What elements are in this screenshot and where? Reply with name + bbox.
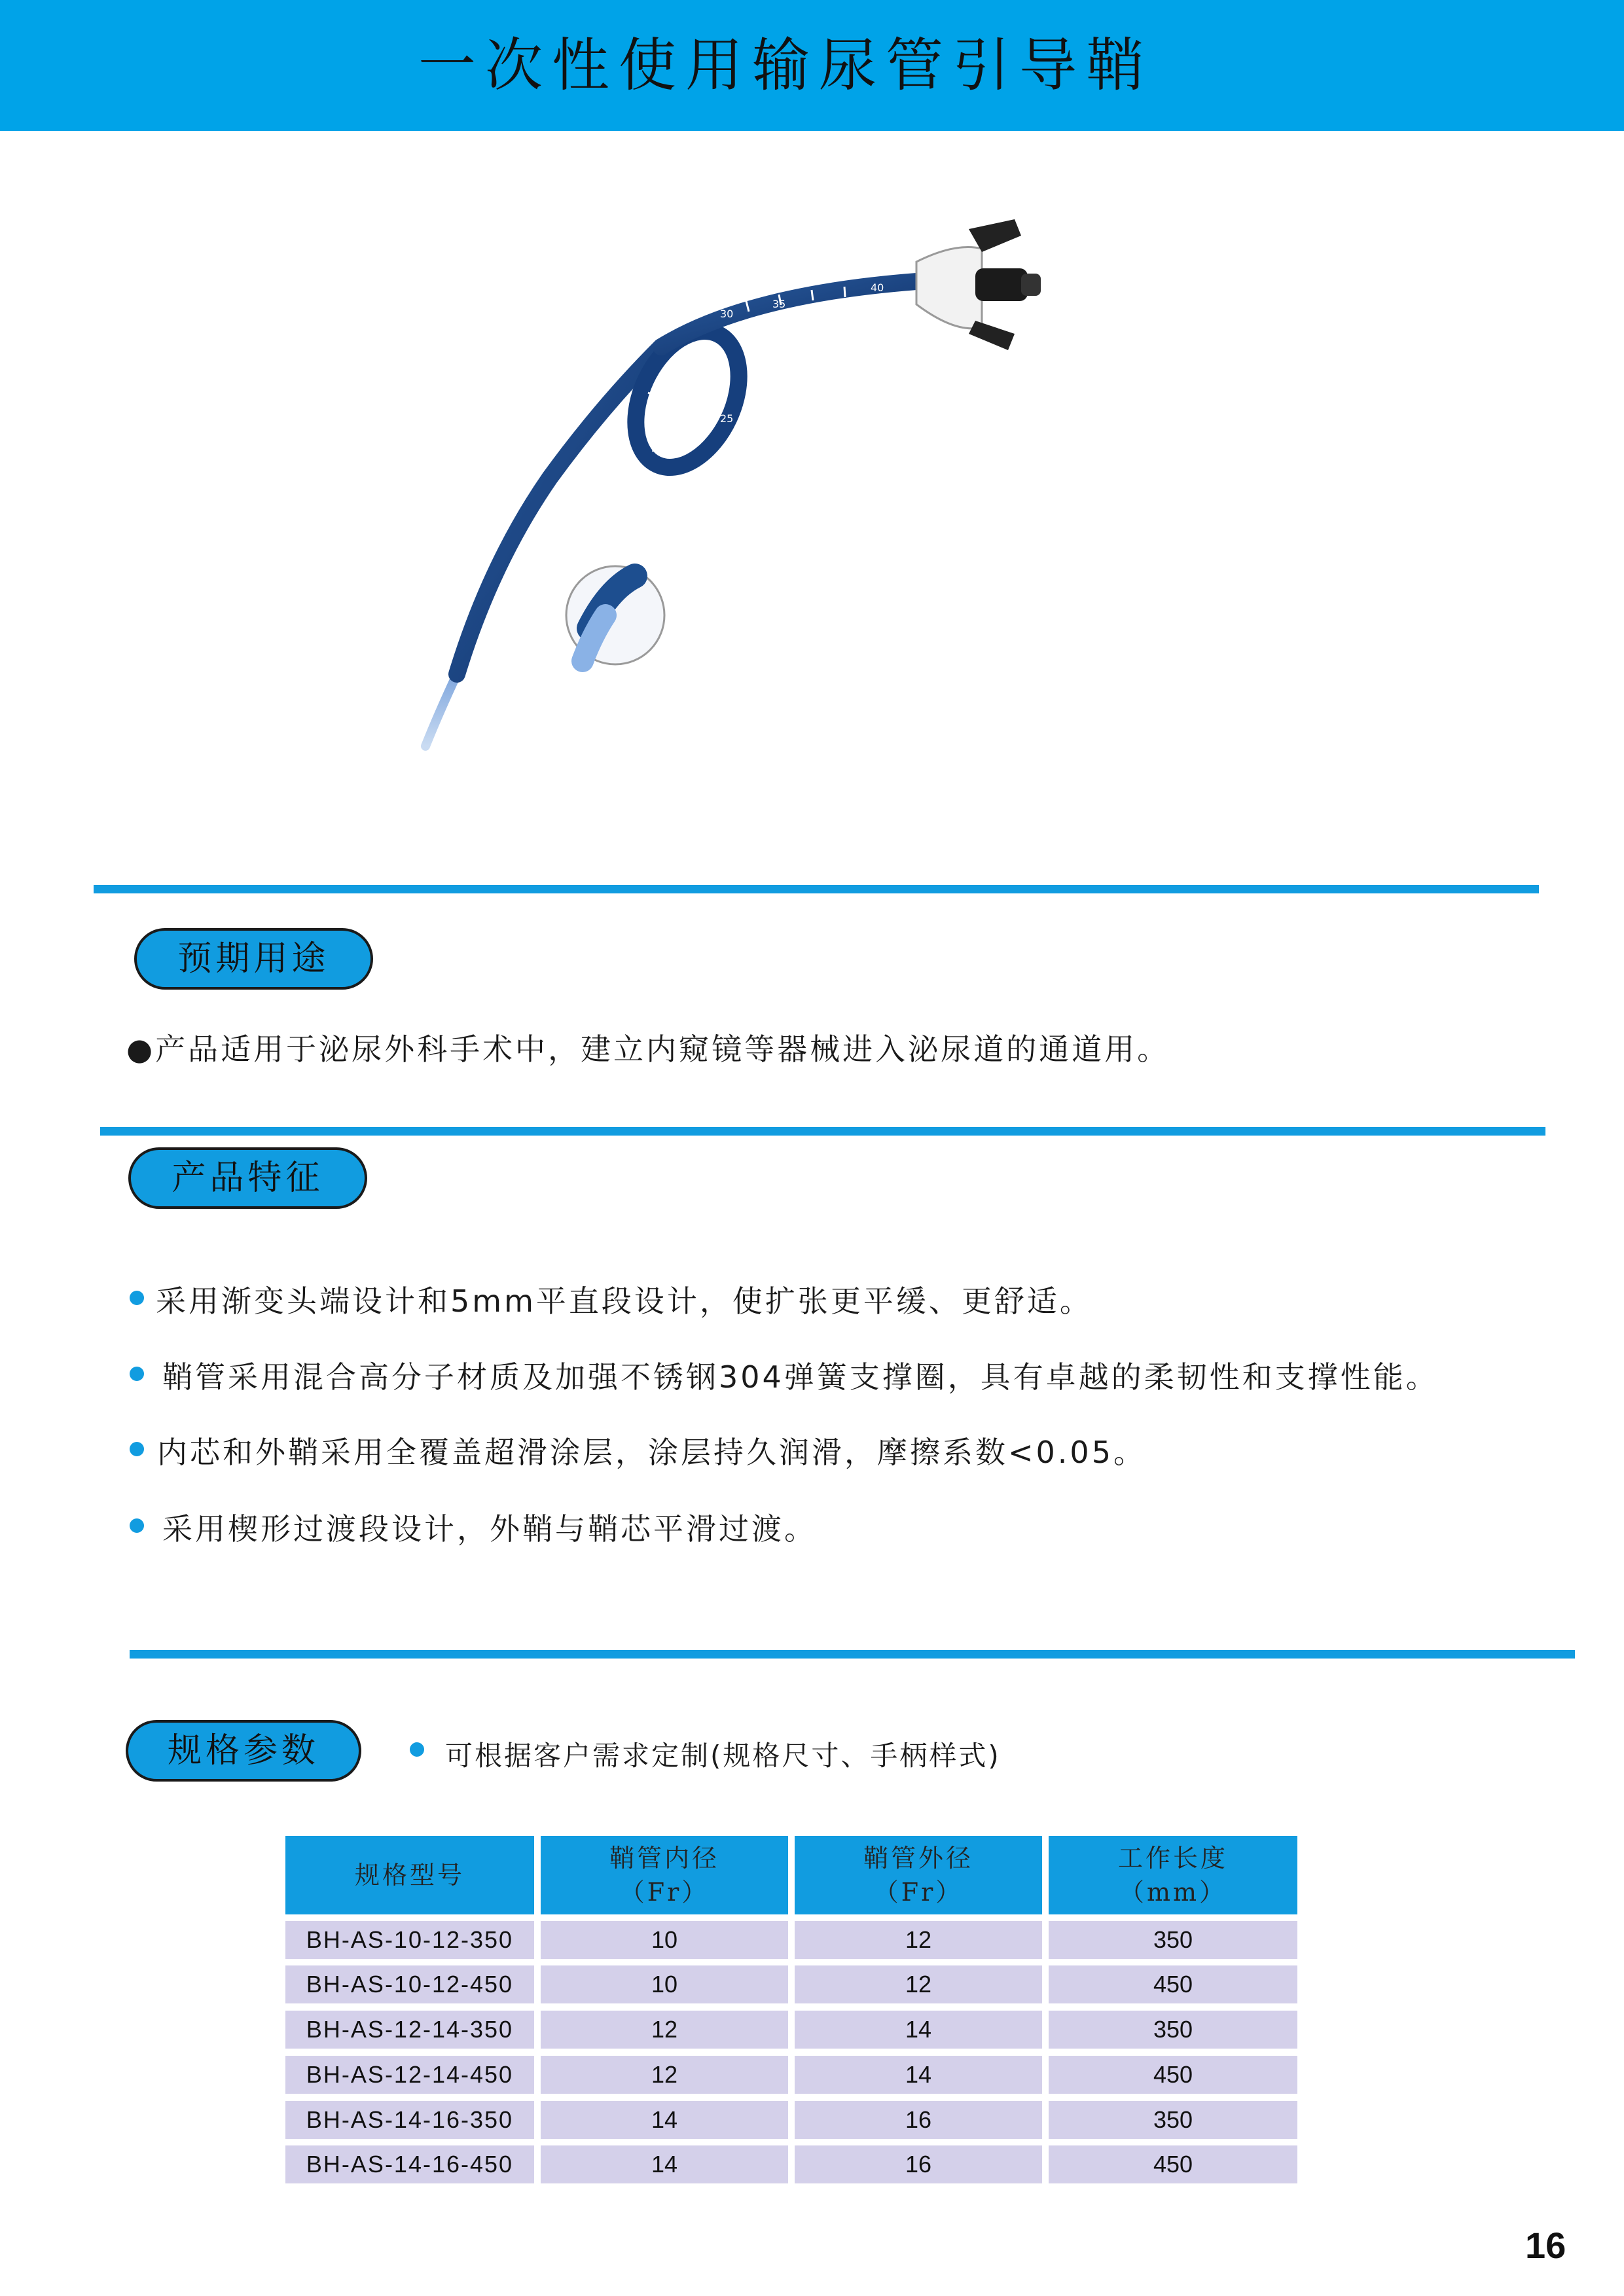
table-cell-working-length: 450 (1049, 1965, 1297, 2003)
table-cell-model: BH-AS-12-14-450 (285, 2056, 534, 2094)
section-rule (130, 1650, 1575, 1659)
page-title: 一次性使用输尿管引导鞘 (418, 31, 1153, 99)
table-cell-outer-diameter: 16 (795, 2145, 1042, 2183)
bullet-icon (130, 1442, 144, 1456)
table-cell-inner-diameter: 12 (541, 2011, 788, 2049)
sheath-tip (425, 674, 457, 746)
bullet-icon (130, 1367, 144, 1381)
scale-mark-label: 30 (720, 308, 734, 320)
table-header-unit: （Fr） (873, 1878, 964, 1907)
section-rule (94, 885, 1539, 893)
table-cell-outer-diameter: 16 (795, 2101, 1042, 2139)
table-header-line: 规格型号 (354, 1861, 465, 1890)
feature-item: 鞘管采用混合高分子材质及加强不锈钢304弹簧支撑圈，具有卓越的柔韧性和支撑性能。 (162, 1359, 1439, 1395)
product-image (353, 196, 1139, 772)
section-label-intended-use: 预期用途 (134, 928, 373, 990)
table-header-unit: （Fr） (619, 1878, 710, 1907)
table-header-line: 鞘管内径 (609, 1844, 719, 1873)
table-cell-outer-diameter: 14 (795, 2011, 1042, 2049)
feature-item: 采用渐变头端设计和5mm平直段设计，使扩张更平缓、更舒适。 (156, 1283, 1092, 1319)
table-header-model (285, 1836, 534, 1914)
table-cell-model: BH-AS-14-16-450 (285, 2145, 534, 2183)
section-label-specs: 规格参数 (126, 1720, 361, 1782)
feature-item: 采用楔形过渡段设计，外鞘与鞘芯平滑过渡。 (162, 1511, 817, 1547)
table-cell-working-length: 350 (1049, 1921, 1297, 1959)
table-cell-model: BH-AS-12-14-350 (285, 2011, 534, 2049)
table-header-unit: （mm） (1119, 1878, 1227, 1907)
table-cell-working-length: 450 (1049, 2145, 1297, 2183)
scale-mark-label: 35 (772, 298, 786, 310)
scale-mark-label: 25 (720, 412, 734, 425)
table-cell-model: BH-AS-10-12-450 (285, 1965, 534, 2003)
table-header-working-length (1049, 1836, 1297, 1914)
bullet-icon (130, 1518, 144, 1533)
intended-use-text: ●产品适用于泌尿外科手术中，建立内窥镜等器械进入泌尿道的通道用。 (126, 1031, 1170, 1067)
table-cell-working-length: 350 (1049, 2011, 1297, 2049)
scale-mark-label: 20 (651, 442, 665, 454)
hub-connector (975, 268, 1028, 301)
table-cell-inner-diameter: 14 (541, 2101, 788, 2139)
page-number: 16 (1525, 2225, 1566, 2266)
table-cell-model: BH-AS-14-16-350 (285, 2101, 534, 2139)
feature-item: 内芯和外鞘采用全覆盖超滑涂层，涂层持久润滑，摩擦系数<0.05。 (157, 1435, 1146, 1470)
table-cell-outer-diameter: 12 (795, 1921, 1042, 1959)
customization-note: 可根据客户需求定制(规格尺寸、手柄样式) (445, 1740, 1001, 1772)
table-header-inner-diameter (541, 1836, 788, 1914)
sheath-hub (916, 247, 982, 329)
table-cell-inner-diameter: 12 (541, 2056, 788, 2094)
hub-port (1021, 274, 1041, 296)
section-rule (100, 1127, 1545, 1136)
table-header-outer-diameter (795, 1836, 1042, 1914)
hub-wing-bottom (969, 321, 1015, 350)
table-cell-working-length: 450 (1049, 2056, 1297, 2094)
table-header-line: 鞘管外径 (863, 1844, 973, 1873)
table-cell-inner-diameter: 10 (541, 1965, 788, 2003)
table-cell-outer-diameter: 12 (795, 1965, 1042, 2003)
table-cell-working-length: 350 (1049, 2101, 1297, 2139)
table-cell-inner-diameter: 14 (541, 2145, 788, 2183)
bullet-icon (130, 1291, 144, 1305)
bullet-icon (410, 1742, 424, 1757)
table-cell-inner-diameter: 10 (541, 1921, 788, 1959)
table-cell-model: BH-AS-10-12-350 (285, 1921, 534, 1959)
section-label-features: 产品特征 (128, 1147, 367, 1209)
table-cell-outer-diameter: 14 (795, 2056, 1042, 2094)
table-header-line: 工作长度 (1117, 1844, 1228, 1873)
scale-mark-label: 40 (871, 281, 884, 294)
